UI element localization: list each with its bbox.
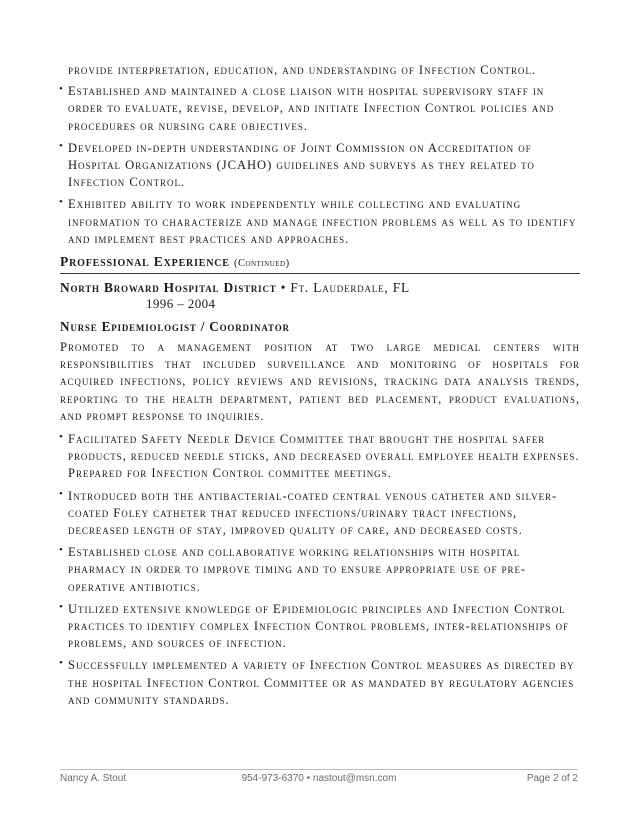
employer-name: North Broward Hospital District	[60, 280, 277, 296]
page-content	[60, 62, 580, 714]
bullet-icon: •	[59, 196, 63, 209]
bullet-text: Established and maintained a close liaison with hospital supervisory staff in order to evaluate, revise, develop, and initiate Infection Control policies and procedures or nursing care objectives.	[68, 84, 555, 133]
bullet-text: Exhibited ability to work independently while collecting and evaluating information to characterize and manage infection problems as well as to identify and implement best practices and approaches.	[68, 197, 577, 246]
footer-page-number: Page 2 of 2	[526, 773, 578, 784]
list-item	[60, 140, 580, 192]
bullet-icon: •	[59, 600, 63, 613]
bullet-text: Developed in-depth understanding of Joint Commission on Accreditation of Hospital Organizations (JCAHO) guidelines and surveys as they related to Infection Control.	[68, 140, 535, 190]
section-title: Professional Experience	[60, 254, 230, 270]
employment-dates: 1996 – 2004	[146, 296, 216, 312]
bullet-text: Facilitated Safety Needle Device Committee that brought the hospital safer products, reduced needle sticks, and decreased overall employee health expenses. Prepared for Infection Control committee meetings.	[68, 432, 580, 481]
bullet-icon: •	[59, 139, 63, 152]
section-continued-label: (Continued)	[233, 258, 290, 270]
job-summary: Promoted to a management position at two large medical centers with responsibilities that included surveillance and monitoring of hospitals for acquired infections, policy reviews and revisions, tracking data analysis trends, reporting to the health department, patient bed placement, product evaluations, and prompt response to inquiries.	[60, 340, 580, 423]
bullet-icon: •	[59, 431, 63, 444]
job-bullet-list	[60, 431, 580, 709]
continuation-paragraph: provide interpretation, education, and understanding of Infection Control.	[68, 63, 536, 77]
list-item	[60, 431, 580, 483]
bullet-icon: •	[59, 657, 63, 670]
bullet-text: Utilized extensive knowledge of Epidemiologic principles and Infection Control practices to identify complex Infection Control problems, inter-relationships of problems, and sources of infection.	[68, 601, 569, 651]
employer-location: Ft. Lauderdale, FL	[290, 280, 410, 296]
list-item	[60, 196, 580, 248]
list-item	[60, 83, 580, 135]
employer-line	[60, 279, 580, 296]
top-bullet-list	[60, 83, 580, 248]
bullet-text: Established close and collaborative working relationships with hospital pharmacy in order to improve timing and to ensure appropriate use of pre-operative antibiotics.	[68, 545, 527, 594]
list-item	[60, 601, 580, 653]
bullet-icon: •	[59, 83, 63, 96]
bullet-icon: •	[59, 487, 63, 500]
employer-separator: •	[280, 280, 287, 296]
list-item	[60, 544, 580, 596]
section-heading-professional-experience	[60, 253, 580, 274]
footer-contact: 954-973-6370 • nastout@msn.com	[241, 773, 397, 784]
bullet-icon: •	[59, 544, 63, 557]
job-title: Nurse Epidemiologist / Coordinator	[60, 319, 290, 335]
page-footer	[60, 769, 578, 784]
footer-name: Nancy A. Stout	[60, 773, 127, 784]
list-item	[60, 657, 580, 709]
list-item	[60, 488, 580, 540]
bullet-text: Successfully implemented a variety of Infection Control measures as directed by the hospital Infection Control Committee or as mandated by regulatory agencies and community standards.	[68, 658, 575, 707]
bullet-text: Introduced both the antibacterial-coated central venous catheter and silver-coated Foley catheter that reduced infections/urinary tract infections, decreased length of stay, improved quality of care, and decreased costs.	[68, 488, 558, 538]
